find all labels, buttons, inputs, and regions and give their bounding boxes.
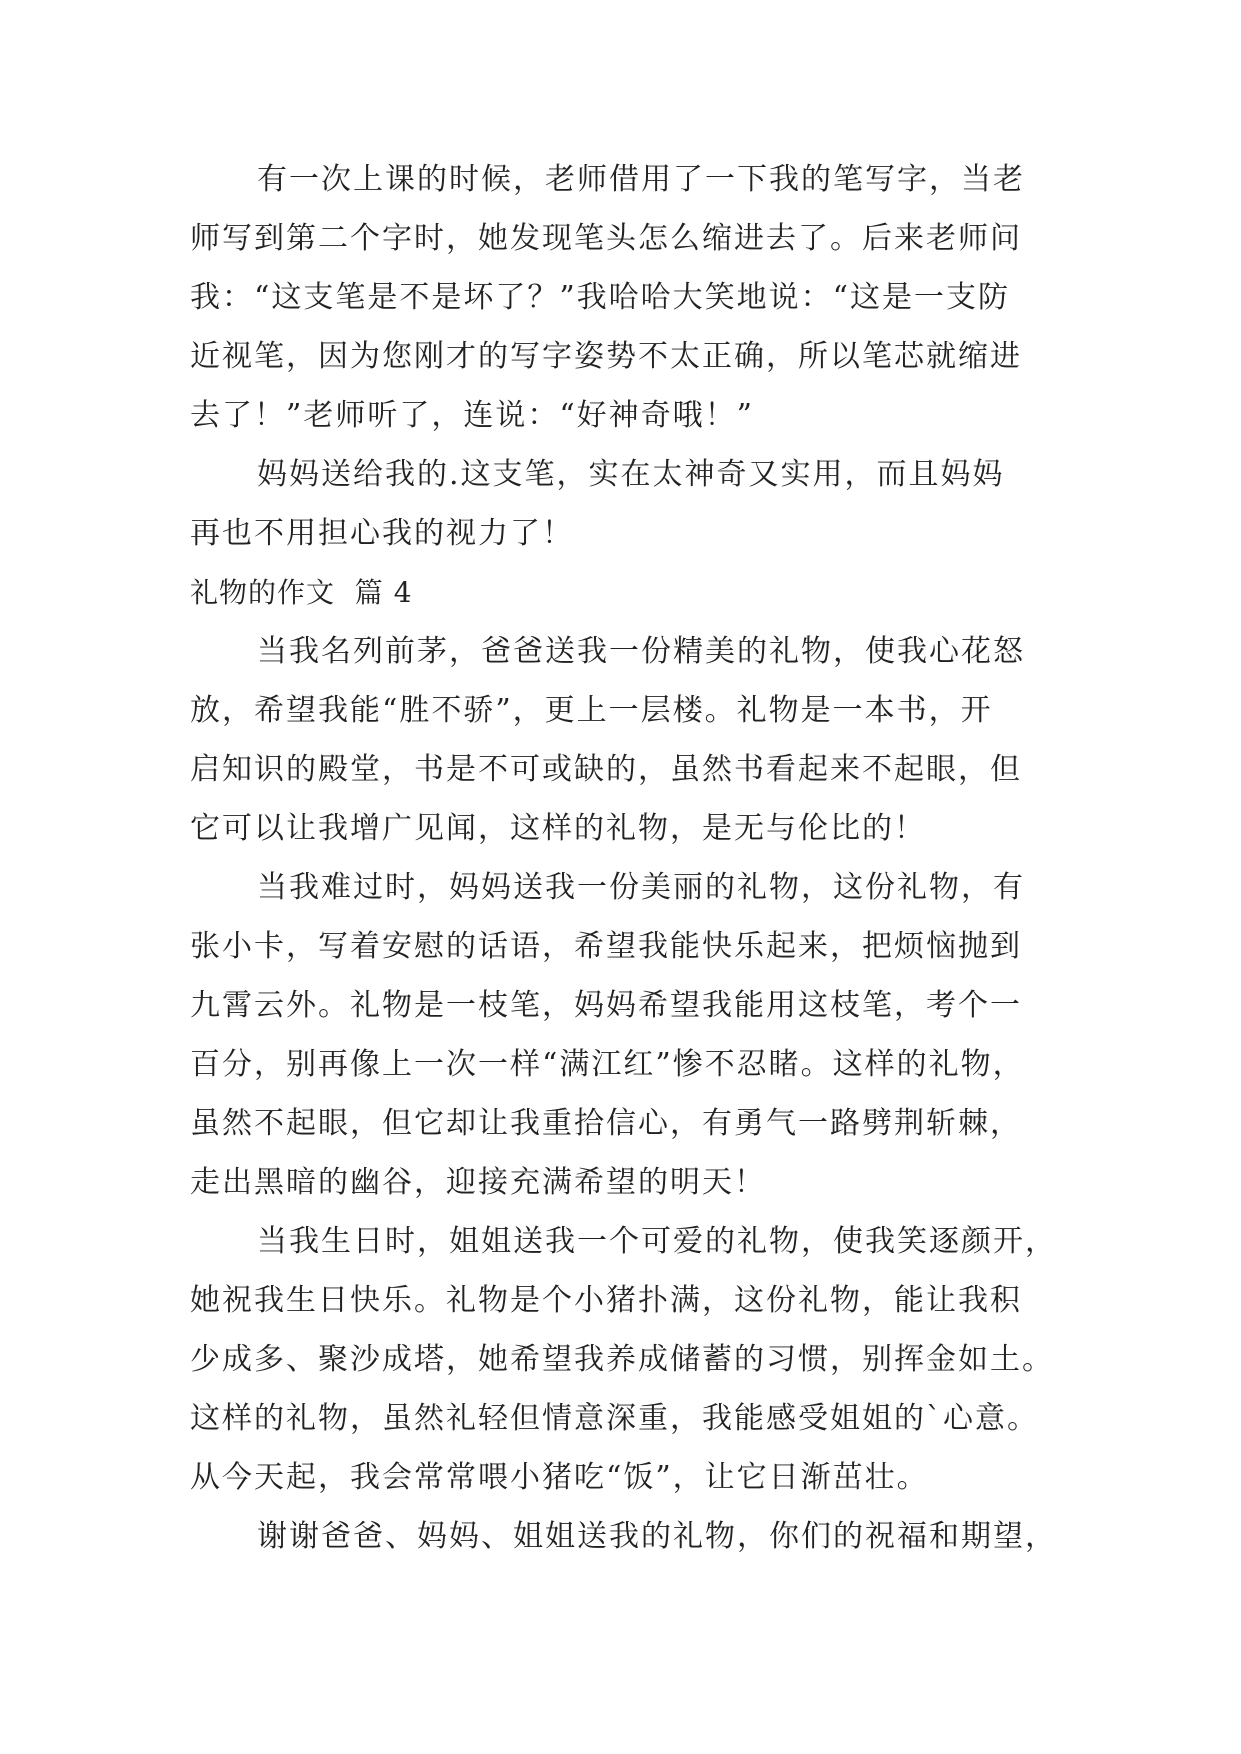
paragraph-line: 少成多、聚沙成塔，她希望我养成储蓄的习惯，别挥金如土。 [190, 1342, 1054, 1377]
paragraph-line: 张小卡，写着安慰的话语，希望我能快乐起来，把烦恼抛到 [190, 929, 1022, 964]
paragraph-line: 九霄云外。礼物是一枝笔，妈妈希望我能用这枝笔，考个一 [190, 988, 1022, 1023]
paragraph-line: 她祝我生日快乐。礼物是个小猪扑满，这份礼物，能让我积 [190, 1283, 1022, 1318]
paragraph-line: 我：“这支笔是不是坏了？”我哈哈大笑地说：“这是一支防 [190, 280, 1011, 315]
paragraph-line: 放，希望我能“胜不骄”，更上一层楼。礼物是一本书，开 [190, 693, 993, 728]
paragraph-line: 虽然不起眼，但它却让我重拾信心，有勇气一路劈荆斩棘， [190, 1106, 1022, 1141]
paragraph-line: 有一次上课的时候，老师借用了一下我的笔写字，当老 [257, 162, 1025, 197]
paragraph-line: 再也不用担心我的视力了！ [190, 516, 574, 551]
document-page [190, 150, 1070, 1566]
paragraph-line: 这样的礼物，虽然礼轻但情意深重，我能感受姐姐的`心意。 [190, 1401, 1039, 1436]
paragraph-line: 谢谢爸爸、妈妈、姐姐送我的礼物，你们的祝福和期望， [257, 1519, 1057, 1554]
paragraph-line: 当我难过时，妈妈送我一份美丽的礼物，这份礼物，有 [257, 870, 1025, 905]
paragraph-line: 启知识的殿堂，书是不可或缺的，虽然书看起来不起眼，但 [190, 752, 1022, 787]
paragraph-line: 师写到第二个字时，她发现笔头怎么缩进去了。后来老师问 [190, 221, 1022, 256]
paragraph-line: 妈妈送给我的.这支笔，实在太神奇又实用，而且妈妈 [257, 457, 1005, 492]
paragraph-line: 从今天起，我会常常喂小猪吃“饭”，让它日渐茁壮。 [190, 1460, 929, 1495]
paragraph-line: 走出黑暗的幽谷，迎接充满希望的明天！ [190, 1165, 766, 1200]
paragraph-line: 它可以让我增广见闻，这样的礼物，是无与伦比的！ [190, 811, 926, 846]
section-heading: 礼物的作文 篇 4 [190, 576, 413, 609]
paragraph-line: 当我生日时，姐姐送我一个可爱的礼物，使我笑逐颜开， [257, 1224, 1057, 1259]
paragraph-line: 当我名列前茅，爸爸送我一份精美的礼物，使我心花怒 [257, 634, 1025, 669]
paragraph-line: 近视笔，因为您刚才的写字姿势不太正确，所以笔芯就缩进 [190, 339, 1022, 374]
paragraph-line: 百分，别再像上一次一样“满江红”惨不忍睹。这样的礼物， [190, 1047, 1025, 1082]
paragraph-line: 去了！”老师听了，连说：“好神奇哦！” [190, 398, 755, 433]
